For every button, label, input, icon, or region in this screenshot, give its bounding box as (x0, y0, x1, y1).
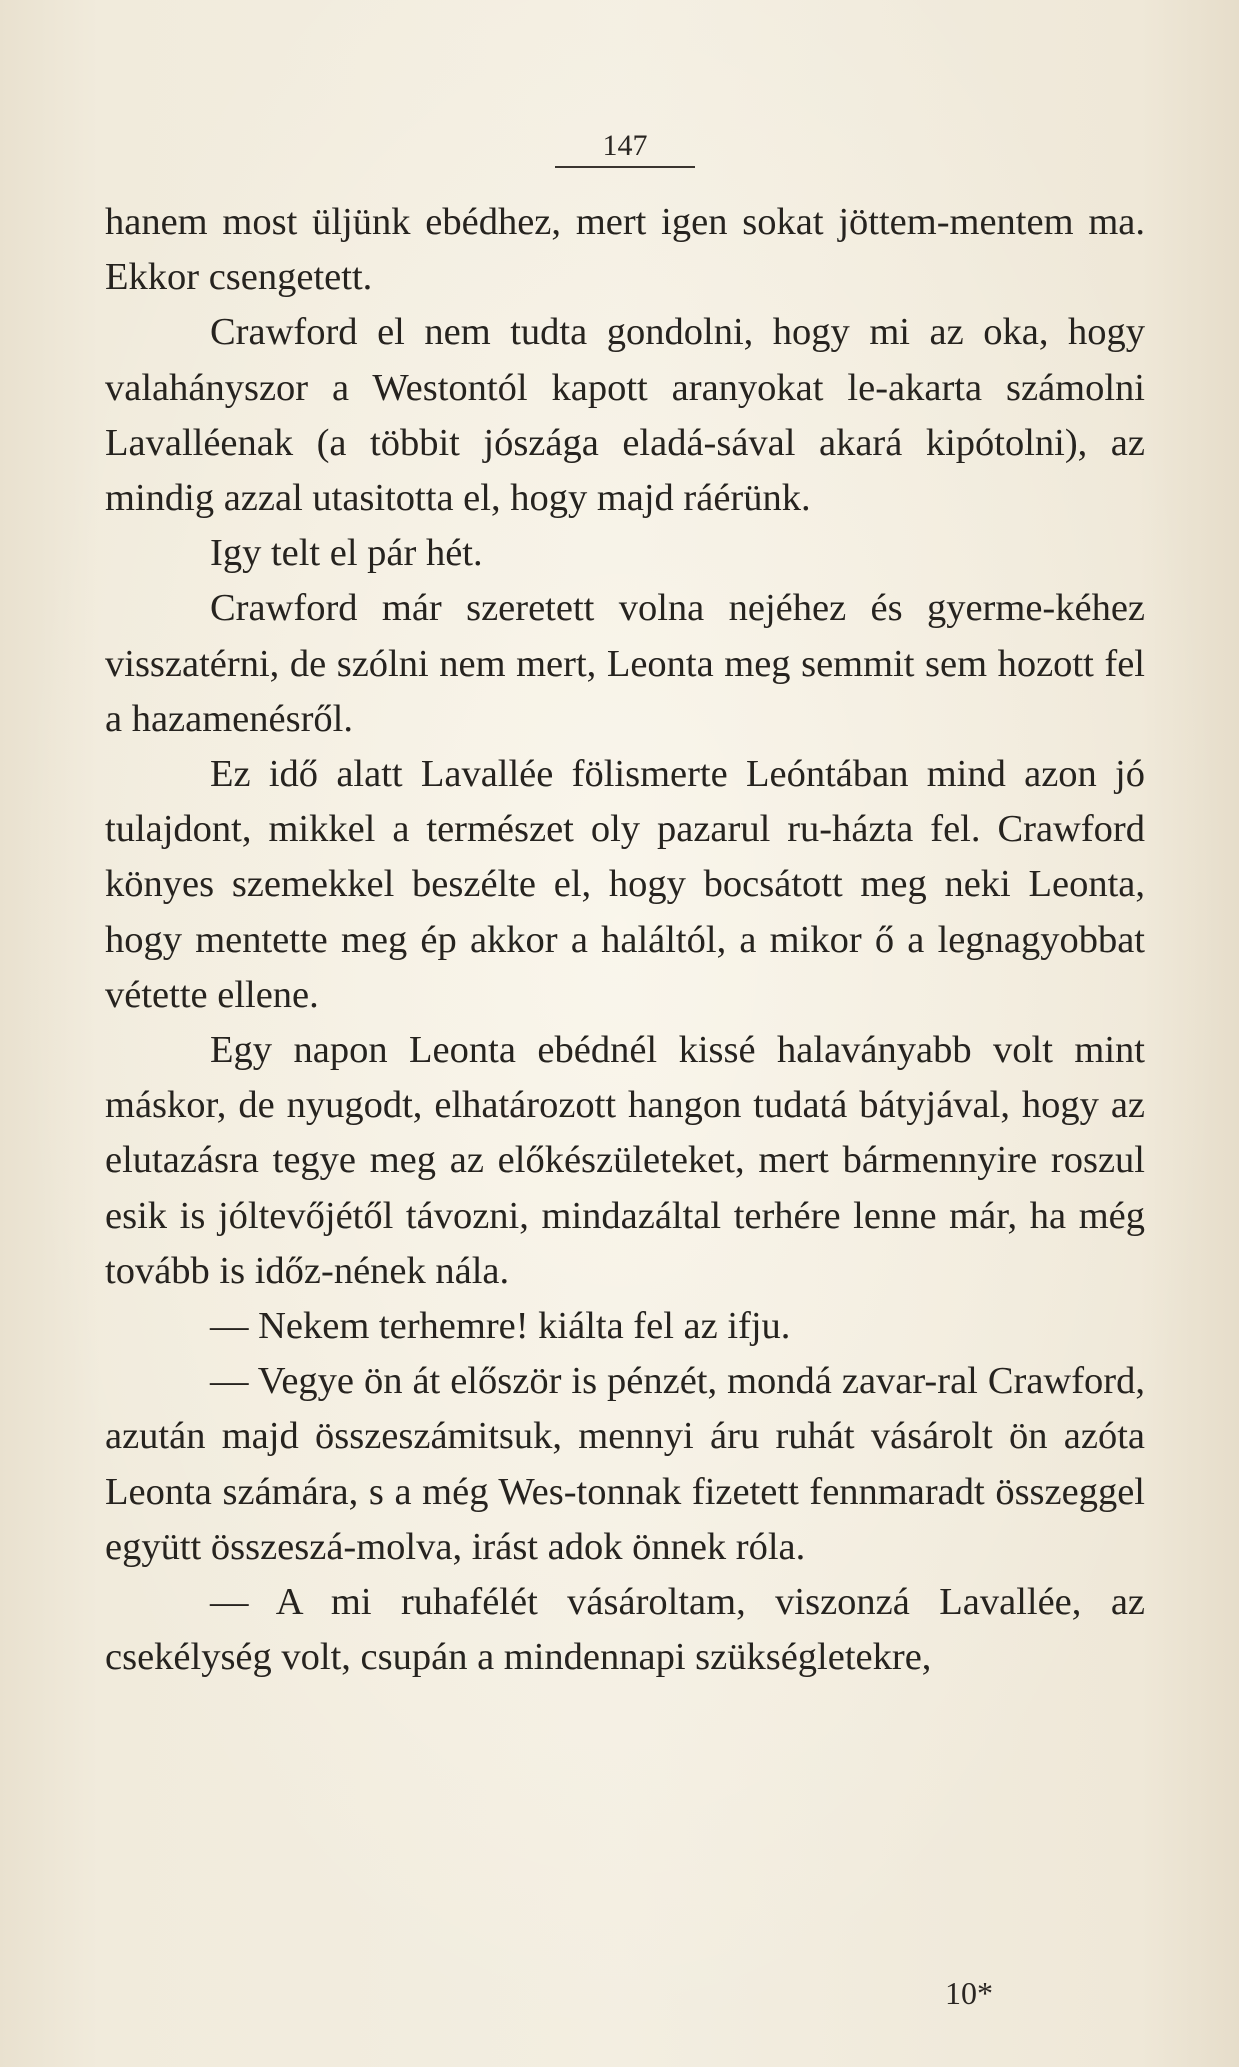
body-text (105, 195, 1145, 1685)
signature-mark: 10* (945, 1975, 993, 2011)
dialogue-line: — A mi ruhafélét vásároltam, viszonzá Lavallée, az csekélység volt, csupán a mindennapi szükségletekre, (105, 1581, 1145, 1679)
page-number: 147 (555, 128, 695, 168)
paragraph: Ez idő alatt Lavallée fölismerte Leóntában mind azon jó tulajdont, mikkel a természet oly pazarul ru-házta fel. Crawford könyes szemekkel beszélte el, hogy bocsátott meg neki Leonta, hogy mentette meg ép akkor a haláltól, a mikor ő a legnagyobbat vétette ellene. (105, 753, 1145, 1016)
paragraph: Igy telt el pár hét. (210, 532, 483, 575)
dialogue-line: — Vegye ön át először is pénzét, mondá zavar-ral Crawford, azután majd összeszámitsuk, mennyi áru ruhát vásárolt ön azóta Leonta számára, s a még Wes-tonnak fizetett fennmaradt összeggel együtt összeszá-molva, irást adok önnek róla. (105, 1360, 1145, 1568)
paragraph: Crawford már szeretett volna nejéhez és gyerme-kéhez visszatérni, de szólni nem mert, Leonta meg semmit sem hozott fel a hazamenésről. (105, 587, 1145, 740)
paragraph: Egy napon Leonta ebédnél kissé halaványabb volt mint máskor, de nyugodt, elhatározott hangon tudatá bátyjával, hogy az elutazásra tegye meg az előkészületeket, mert bármennyire roszul esik is jóltevőjétől távozni, mindazáltal terhére lenne már, ha még tovább is időz-nének nála. (105, 1029, 1145, 1292)
paragraph: Crawford el nem tudta gondolni, hogy mi az oka, hogy valahányszor a Westontól kapott aranyokat le-akarta számolni Lavalléenak (a többit jószága eladá-sával akará kipótolni), az mindig azzal utasitotta el, hogy majd ráérünk. (105, 311, 1145, 520)
paragraph: hanem most üljünk ebédhez, mert igen sokat jöttem-mentem ma. Ekkor csengetett. (105, 201, 1145, 299)
dialogue-line: — Nekem terhemre! kiálta fel az ifju. (210, 1305, 791, 1348)
